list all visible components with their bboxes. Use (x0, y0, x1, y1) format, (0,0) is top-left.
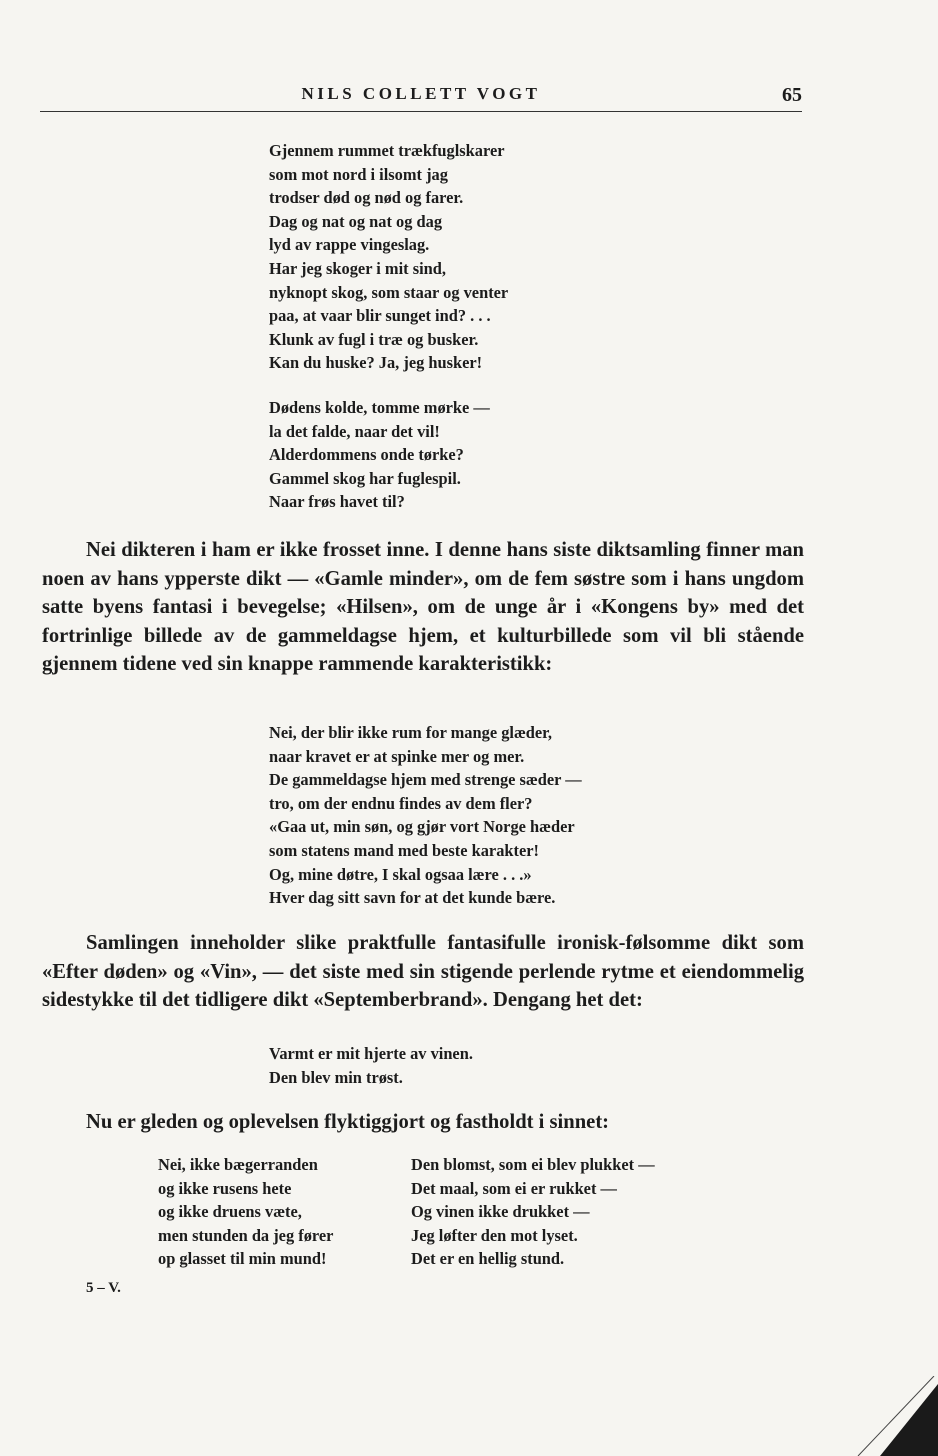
verse-line: som statens mand med beste karakter! (269, 840, 539, 860)
verse-line: trodser død og nød og farer. (269, 188, 464, 208)
verse-line: Klunk av fugl i træ og busker. (269, 329, 479, 349)
poem-stanza-3 (269, 721, 582, 910)
verse-line: Nei, ikke bægerranden (158, 1155, 318, 1174)
verse-line: Dag og nat og nat og dag (269, 211, 443, 231)
poem-stanza-5-left (158, 1153, 333, 1271)
poem-stanza-1 (269, 139, 508, 375)
verse-line: Den blev min trøst. (269, 1067, 403, 1087)
poem-stanza-2 (269, 396, 490, 514)
verse-line: Gjennem rummet trækfuglskarer (269, 141, 505, 160)
verse-line: Den blomst, som ei blev plukket — (411, 1155, 655, 1174)
poem-stanza-4 (269, 1042, 473, 1089)
verse-line: Det maal, som ei er rukket — (411, 1178, 617, 1198)
paragraph-2: Samlingen inneholder slike praktfulle fantasifulle ironisk-følsomme dikt som «Efter døden» og «Vin», — det siste med sin stigende perlende rytme et eiendommelig sidestykke til det tidligere dikt «Septemberbrand». Dengang het det: (42, 932, 804, 1012)
verse-line: nyknopt skog, som staar og venter (269, 282, 509, 302)
verse-line: Nei, der blir ikke rum for mange glæder, (269, 723, 553, 742)
paragraph-1: Nei dikteren i ham er ikke frosset inne. I denne hans siste diktsamling finner man noen av hans ypperste dikt — «Gamle minder», om de fem søstre som i hans ungdom satte byens fantasi i bevegelse; «Hilsen», om de unge år i «Kongens by» med det fortrinlige billede av de gammeldagse hjem, et kulturbillede som vil bli stående gjennem tidene ved sin knappe rammende karakteristikk: (42, 539, 804, 676)
page-number: 65 (782, 84, 802, 106)
header-title: NILS COLLETT VOGT (301, 84, 541, 103)
verse-line: naar kravet er at spinke mer og mer. (269, 746, 525, 766)
verse-line: tro, om der endnu findes av dem fler? (269, 793, 533, 813)
paragraph-3: Nu er gleden og oplevelsen flyktiggjort og fastholdt i sinnet: (86, 1111, 610, 1133)
verse-line: Varmt er mit hjerte av vinen. (269, 1044, 473, 1063)
verse-line: Og vinen ikke drukket — (411, 1202, 590, 1222)
verse-line: lyd av rappe vingeslag. (269, 235, 430, 255)
verse-line: Naar frøs havet til? (269, 492, 405, 512)
verse-line: Og, mine døtre, I skal ogsaa lære . . .» (269, 864, 532, 884)
verse-line: og ikke rusens hete (158, 1178, 292, 1198)
signature-mark: 5 – V. (86, 1280, 121, 1296)
verse-line: Dødens kolde, tomme mørke — (269, 398, 490, 417)
page-corner-shadow (838, 1376, 938, 1456)
verse-line: som mot nord i ilsomt jag (269, 164, 448, 184)
verse-line: og ikke druens væte, (158, 1202, 302, 1222)
verse-line: Alderdommens onde tørke? (269, 445, 464, 465)
verse-line: «Gaa ut, min søn, og gjør vort Norge hæder (269, 817, 575, 837)
running-header (40, 84, 802, 110)
verse-line: Hver dag sitt savn for at det kunde bære. (269, 888, 556, 908)
verse-line: Har jeg skoger i mit sind, (269, 258, 446, 278)
header-rule (40, 111, 802, 112)
verse-line: men stunden da jeg fører (158, 1225, 334, 1245)
verse-line: Jeg løfter den mot lyset. (411, 1225, 578, 1245)
verse-line: paa, at vaar blir sunget ind? . . . (269, 306, 491, 326)
verse-line: Kan du huske? Ja, jeg husker! (269, 353, 483, 373)
verse-line: Det er en hellig stund. (411, 1249, 565, 1269)
poem-stanza-5-right (411, 1153, 655, 1271)
verse-line: De gammeldagse hjem med strenge sæder — (269, 770, 582, 790)
verse-line: Gammel skog har fuglespil. (269, 468, 461, 488)
verse-line: la det falde, naar det vil! (269, 421, 440, 441)
verse-line: op glasset til min mund! (158, 1249, 327, 1269)
